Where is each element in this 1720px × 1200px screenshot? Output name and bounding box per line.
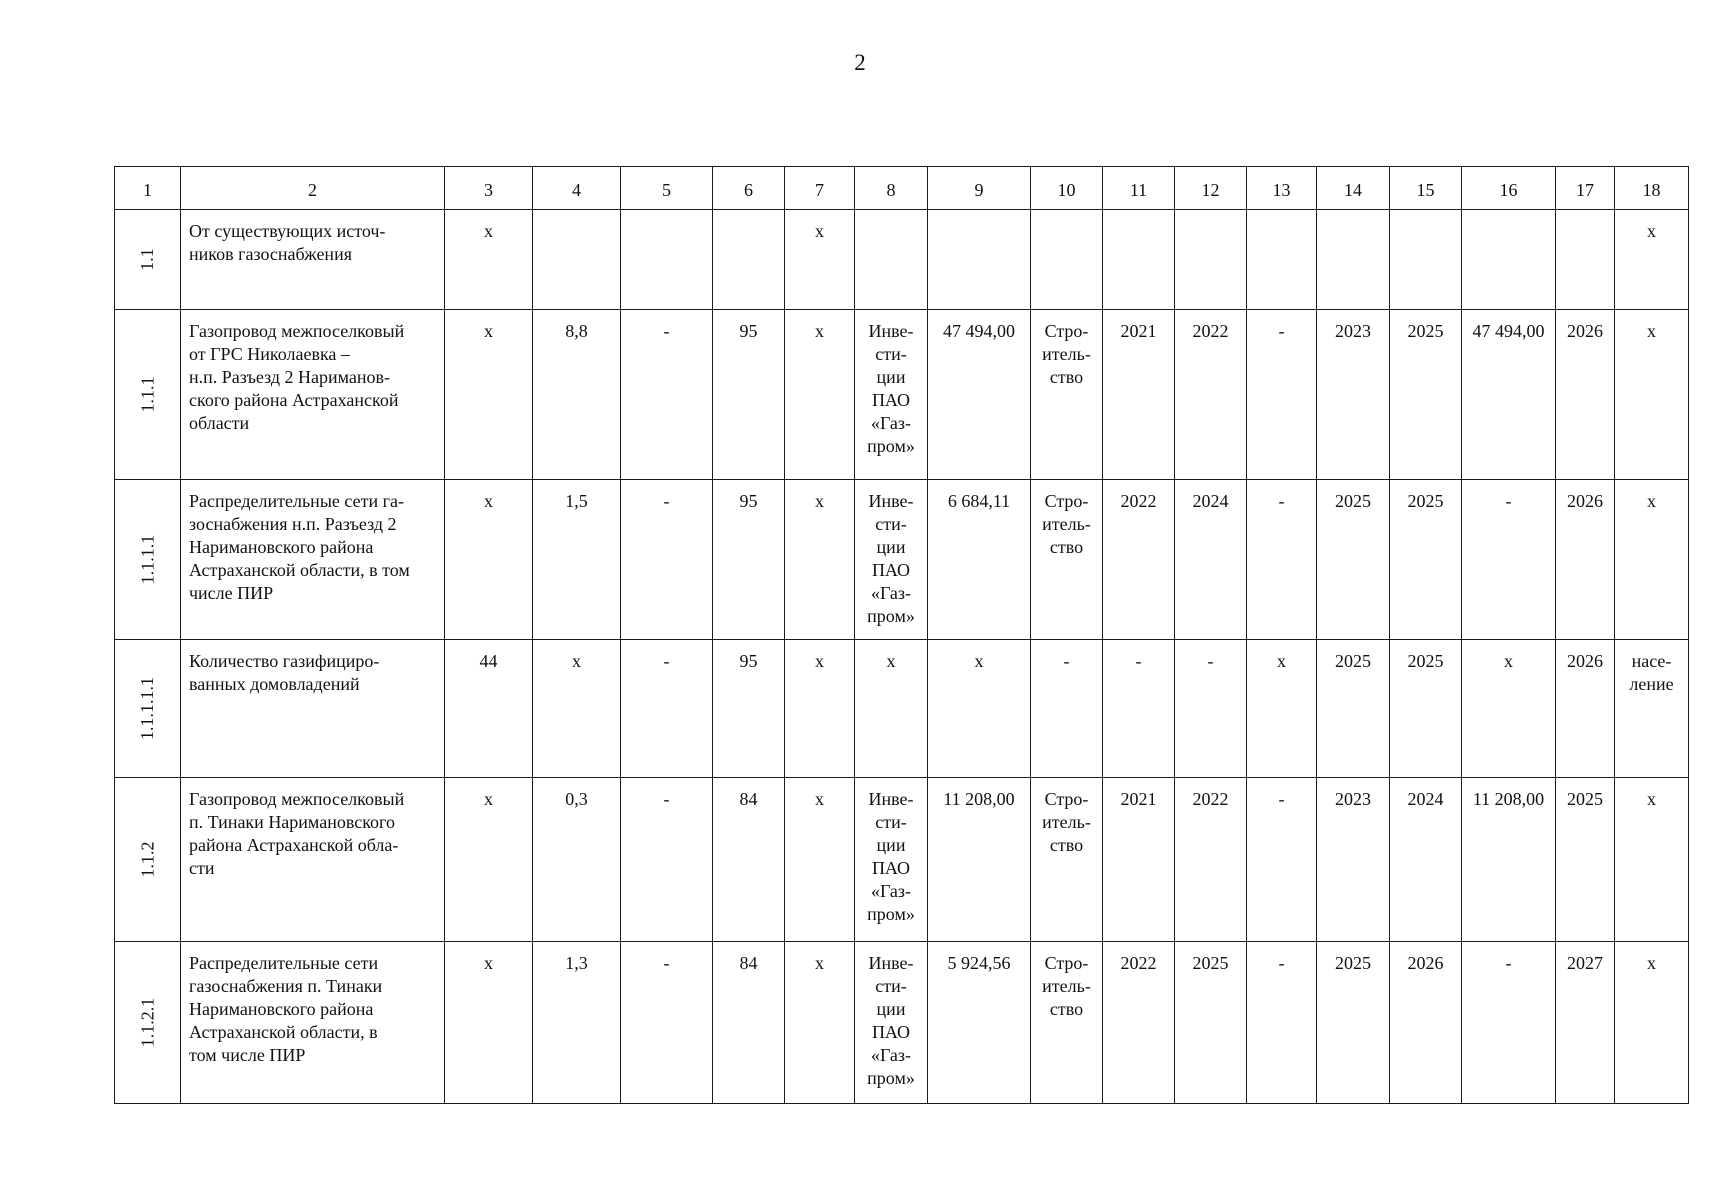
cell-col-17: 2026 (1556, 640, 1615, 778)
investment-table (114, 166, 1689, 1104)
cell-col-3: x (445, 942, 533, 1104)
cell-col-18: x (1615, 480, 1689, 640)
cell-col-12: 2022 (1175, 310, 1247, 480)
cell-col-10 (1031, 210, 1103, 310)
cell-col-10: Стро- итель- ство (1031, 310, 1103, 480)
cell-col-16: - (1462, 480, 1556, 640)
cell-col-13: - (1247, 310, 1317, 480)
column-number-7: 7 (785, 167, 855, 210)
row-number: 1.1.1.1.1 (137, 677, 157, 740)
column-number-3: 3 (445, 167, 533, 210)
cell-col-6 (713, 210, 785, 310)
cell-col-18: x (1615, 210, 1689, 310)
column-number-12: 12 (1175, 167, 1247, 210)
cell-col-14: 2023 (1317, 310, 1390, 480)
cell-col-4 (533, 210, 621, 310)
cell-col-4: 8,8 (533, 310, 621, 480)
cell-col-17 (1556, 210, 1615, 310)
table-row (115, 210, 1689, 310)
cell-col-18: x (1615, 310, 1689, 480)
cell-col-18: насе- ление (1615, 640, 1689, 778)
cell-col-10: Стро- итель- ство (1031, 778, 1103, 942)
row-number: 1.1.2 (137, 841, 157, 878)
cell-col-7: x (785, 942, 855, 1104)
table-row (115, 942, 1689, 1104)
cell-col-3: x (445, 210, 533, 310)
cell-col-3: x (445, 310, 533, 480)
cell-col-6: 95 (713, 480, 785, 640)
cell-col-13: - (1247, 480, 1317, 640)
cell-col-5: - (621, 942, 713, 1104)
cell-col-7: x (785, 310, 855, 480)
column-number-15: 15 (1390, 167, 1462, 210)
column-number-13: 13 (1247, 167, 1317, 210)
cell-col-15: 2025 (1390, 640, 1462, 778)
cell-col-3: x (445, 778, 533, 942)
table-row (115, 640, 1689, 778)
cell-col-7: x (785, 778, 855, 942)
cell-col-13 (1247, 210, 1317, 310)
cell-col-15: 2024 (1390, 778, 1462, 942)
cell-col-11: 2021 (1103, 310, 1175, 480)
table-row (115, 480, 1689, 640)
cell-col-10: Стро- итель- ство (1031, 480, 1103, 640)
cell-col-7: x (785, 210, 855, 310)
cell-col-13: - (1247, 778, 1317, 942)
column-number-6: 6 (713, 167, 785, 210)
cell-col-5: - (621, 640, 713, 778)
cell-col-12: 2022 (1175, 778, 1247, 942)
cell-col-11 (1103, 210, 1175, 310)
cell-col-9: 11 208,00 (928, 778, 1031, 942)
column-number-2: 2 (181, 167, 445, 210)
cell-col-16 (1462, 210, 1556, 310)
cell-col-3: x (445, 480, 533, 640)
item-name: Газопровод межпоселковый от ГРС Николаевка – н.п. Разъезд 2 Нариманов- ского района Астраханской области (181, 310, 445, 480)
cell-col-9 (928, 210, 1031, 310)
cell-col-4: 0,3 (533, 778, 621, 942)
row-number: 1.1.1.1 (137, 534, 157, 585)
page-number: 2 (854, 50, 866, 75)
cell-col-8: Инве- сти- ции ПАО «Газ- пром» (855, 942, 928, 1104)
cell-col-17: 2027 (1556, 942, 1615, 1104)
cell-col-5: - (621, 778, 713, 942)
cell-col-11: 2022 (1103, 942, 1175, 1104)
cell-col-14: 2025 (1317, 480, 1390, 640)
cell-col-4: 1,5 (533, 480, 621, 640)
cell-col-9: 6 684,11 (928, 480, 1031, 640)
column-number-16: 16 (1462, 167, 1556, 210)
cell-col-5: - (621, 480, 713, 640)
cell-col-13: - (1247, 942, 1317, 1104)
row-number: 1.1.1 (137, 376, 157, 413)
column-number-17: 17 (1556, 167, 1615, 210)
cell-col-14: 2025 (1317, 640, 1390, 778)
cell-col-10: Стро- итель- ство (1031, 942, 1103, 1104)
cell-col-6: 84 (713, 942, 785, 1104)
cell-col-14: 2023 (1317, 778, 1390, 942)
cell-col-14 (1317, 210, 1390, 310)
cell-col-16: 11 208,00 (1462, 778, 1556, 942)
cell-col-7: x (785, 480, 855, 640)
cell-col-5 (621, 210, 713, 310)
item-name: Распределительные сети га- зоснабжения н.п. Разъезд 2 Наримановского района Астраханской области, в том числе ПИР (181, 480, 445, 640)
cell-col-18: x (1615, 942, 1689, 1104)
cell-col-9: 47 494,00 (928, 310, 1031, 480)
cell-col-11: 2022 (1103, 480, 1175, 640)
cell-col-16: x (1462, 640, 1556, 778)
cell-col-18: x (1615, 778, 1689, 942)
cell-col-6: 95 (713, 640, 785, 778)
column-number-11: 11 (1103, 167, 1175, 210)
cell-col-16: - (1462, 942, 1556, 1104)
cell-col-9: x (928, 640, 1031, 778)
cell-col-12: 2025 (1175, 942, 1247, 1104)
item-name: Газопровод межпоселковый п. Тинаки Наримановского района Астраханской обла- сти (181, 778, 445, 942)
cell-col-15: 2025 (1390, 480, 1462, 640)
cell-col-7: x (785, 640, 855, 778)
cell-col-8 (855, 210, 928, 310)
cell-col-8: Инве- сти- ции ПАО «Газ- пром» (855, 310, 928, 480)
column-number-18: 18 (1615, 167, 1689, 210)
row-number: 1.1 (137, 248, 157, 271)
row-number-cell (115, 310, 181, 480)
column-number-9: 9 (928, 167, 1031, 210)
cell-col-3: 44 (445, 640, 533, 778)
row-number-cell (115, 778, 181, 942)
cell-col-16: 47 494,00 (1462, 310, 1556, 480)
column-number-5: 5 (621, 167, 713, 210)
cell-col-12: - (1175, 640, 1247, 778)
row-number-cell (115, 210, 181, 310)
item-name: Количество газифициро- ванных домовладений (181, 640, 445, 778)
cell-col-15 (1390, 210, 1462, 310)
cell-col-17: 2025 (1556, 778, 1615, 942)
cell-col-4: x (533, 640, 621, 778)
cell-col-17: 2026 (1556, 310, 1615, 480)
cell-col-5: - (621, 310, 713, 480)
cell-col-13: x (1247, 640, 1317, 778)
cell-col-4: 1,3 (533, 942, 621, 1104)
item-name: От существующих источ- ников газоснабжения (181, 210, 445, 310)
column-number-14: 14 (1317, 167, 1390, 210)
cell-col-8: Инве- сти- ции ПАО «Газ- пром» (855, 480, 928, 640)
cell-col-12 (1175, 210, 1247, 310)
cell-col-11: 2021 (1103, 778, 1175, 942)
column-number-8: 8 (855, 167, 928, 210)
item-name: Распределительные сети газоснабжения п. Тинаки Наримановского района Астраханской области, в том числе ПИР (181, 942, 445, 1104)
column-number-row (115, 167, 1689, 210)
row-number: 1.1.2.1 (137, 997, 157, 1048)
row-number-cell (115, 480, 181, 640)
cell-col-15: 2026 (1390, 942, 1462, 1104)
cell-col-12: 2024 (1175, 480, 1247, 640)
cell-col-15: 2025 (1390, 310, 1462, 480)
row-number-cell (115, 640, 181, 778)
cell-col-9: 5 924,56 (928, 942, 1031, 1104)
cell-col-17: 2026 (1556, 480, 1615, 640)
cell-col-6: 84 (713, 778, 785, 942)
column-number-4: 4 (533, 167, 621, 210)
cell-col-11: - (1103, 640, 1175, 778)
cell-col-10: - (1031, 640, 1103, 778)
column-number-1: 1 (115, 167, 181, 210)
column-number-10: 10 (1031, 167, 1103, 210)
cell-col-14: 2025 (1317, 942, 1390, 1104)
cell-col-8: Инве- сти- ции ПАО «Газ- пром» (855, 778, 928, 942)
cell-col-6: 95 (713, 310, 785, 480)
row-number-cell (115, 942, 181, 1104)
table-row (115, 778, 1689, 942)
table-row (115, 310, 1689, 480)
cell-col-8: x (855, 640, 928, 778)
